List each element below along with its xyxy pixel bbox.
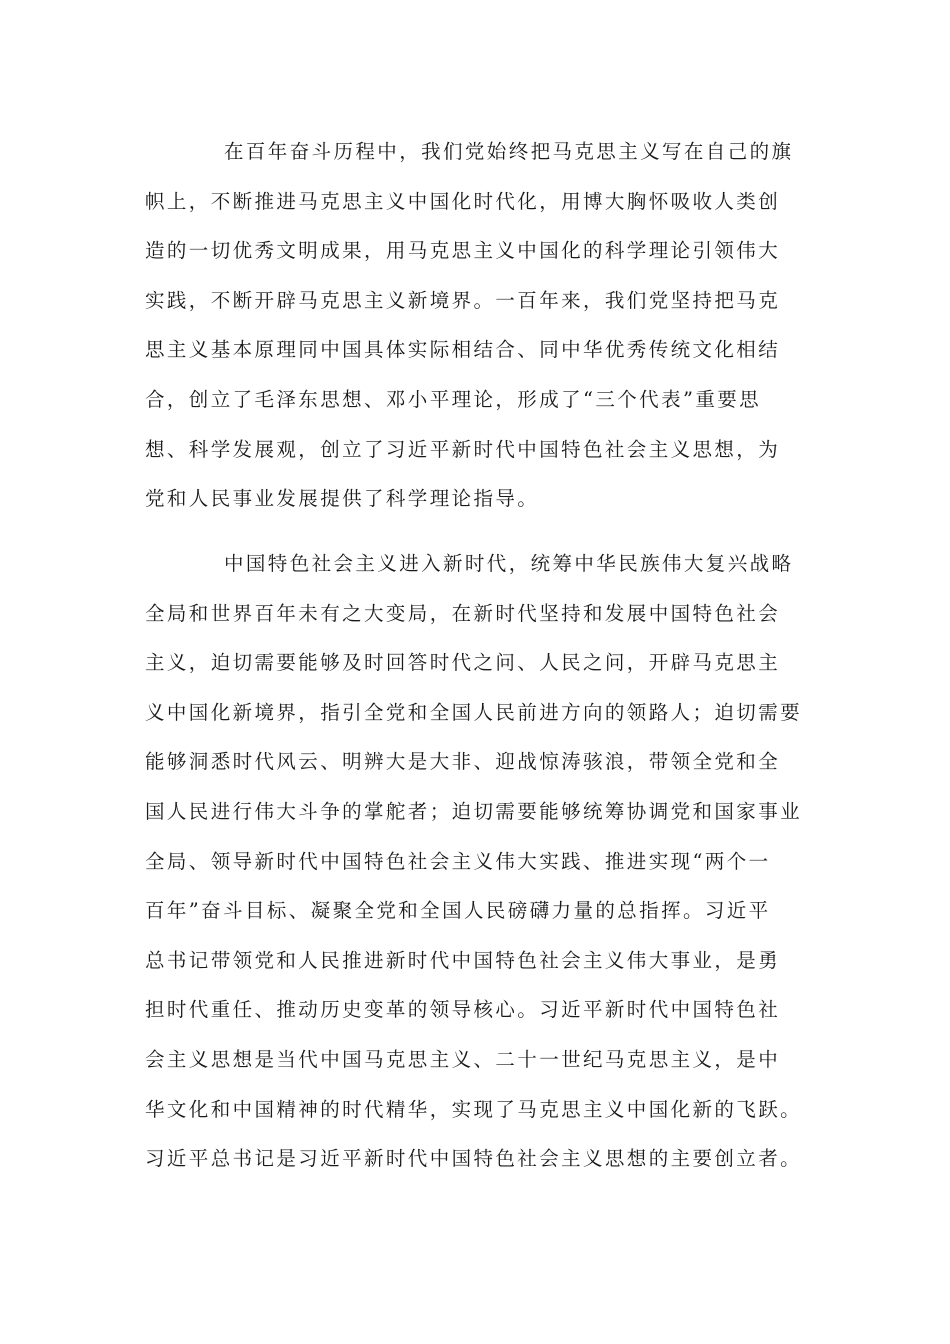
paragraph-line: 实践，不断开辟马克思主义新境界。一百年来，我们党坚持把马克 xyxy=(145,288,781,312)
paragraph-line: 能够洞悉时代风云、明辨大是大非、迎战惊涛骇浪，带领全党和全 xyxy=(145,750,781,774)
paragraph-line: 国人民进行伟大斗争的掌舵者；迫切需要能够统筹协调党和国家事业 xyxy=(145,799,803,823)
paragraph-line: 总书记带领党和人民推进新时代中国特色社会主义伟大事业，是勇 xyxy=(145,948,781,972)
paragraph-line: 义中国化新境界，指引全党和全国人民前进方向的领路人；迫切需要 xyxy=(145,700,803,724)
paragraph-line: 合，创立了毛泽东思想、邓小平理论，形成了“三个代表”重要思 xyxy=(145,387,762,411)
paragraph-line: 想、科学发展观，创立了习近平新时代中国特色社会主义思想，为 xyxy=(145,437,781,461)
paragraph-line: 中国特色社会主义进入新时代，统筹中华民族伟大复兴战略 xyxy=(224,552,794,575)
paragraph-line: 全局和世界百年未有之大变局，在新时代坚持和发展中国特色社会 xyxy=(145,601,781,625)
paragraph-1 xyxy=(145,127,805,524)
paragraph-line: 百年”奋斗目标、凝聚全党和全国人民磅礴力量的总指挥。习近平 xyxy=(145,899,771,923)
paragraph-line: 会主义思想是当代中国马克思主义、二十一世纪马克思主义，是中 xyxy=(145,1047,781,1071)
paragraph-line: 习近平总书记是习近平新时代中国特色社会主义思想的主要创立者。 xyxy=(145,1147,803,1171)
paragraph-2 xyxy=(145,539,805,1184)
paragraph-line: 党和人民事业发展提供了科学理论指导。 xyxy=(145,487,540,511)
paragraph-line: 思主义基本原理同中国具体实际相结合、同中华优秀传统文化相结 xyxy=(145,338,781,362)
paragraph-line: 主义，迫切需要能够及时回答时代之问、人民之问，开辟马克思主 xyxy=(145,651,781,675)
paragraph-line: 华文化和中国精神的时代精华，实现了马克思主义中国化新的飞跃。 xyxy=(145,1097,803,1121)
paragraph-line: 帜上，不断推进马克思主义中国化时代化，用博大胸怀吸收人类创 xyxy=(145,189,781,213)
paragraph-line: 全局、领导新时代中国特色社会主义伟大实践、推进实现“两个一 xyxy=(145,849,771,873)
paragraph-line: 造的一切优秀文明成果，用马克思主义中国化的科学理论引领伟大 xyxy=(145,239,781,263)
paragraph-line: 担时代重任、推动历史变革的领导核心。习近平新时代中国特色社 xyxy=(145,998,781,1022)
paragraph-line: 在百年奋斗历程中，我们党始终把马克思主义写在自己的旗 xyxy=(224,140,794,163)
